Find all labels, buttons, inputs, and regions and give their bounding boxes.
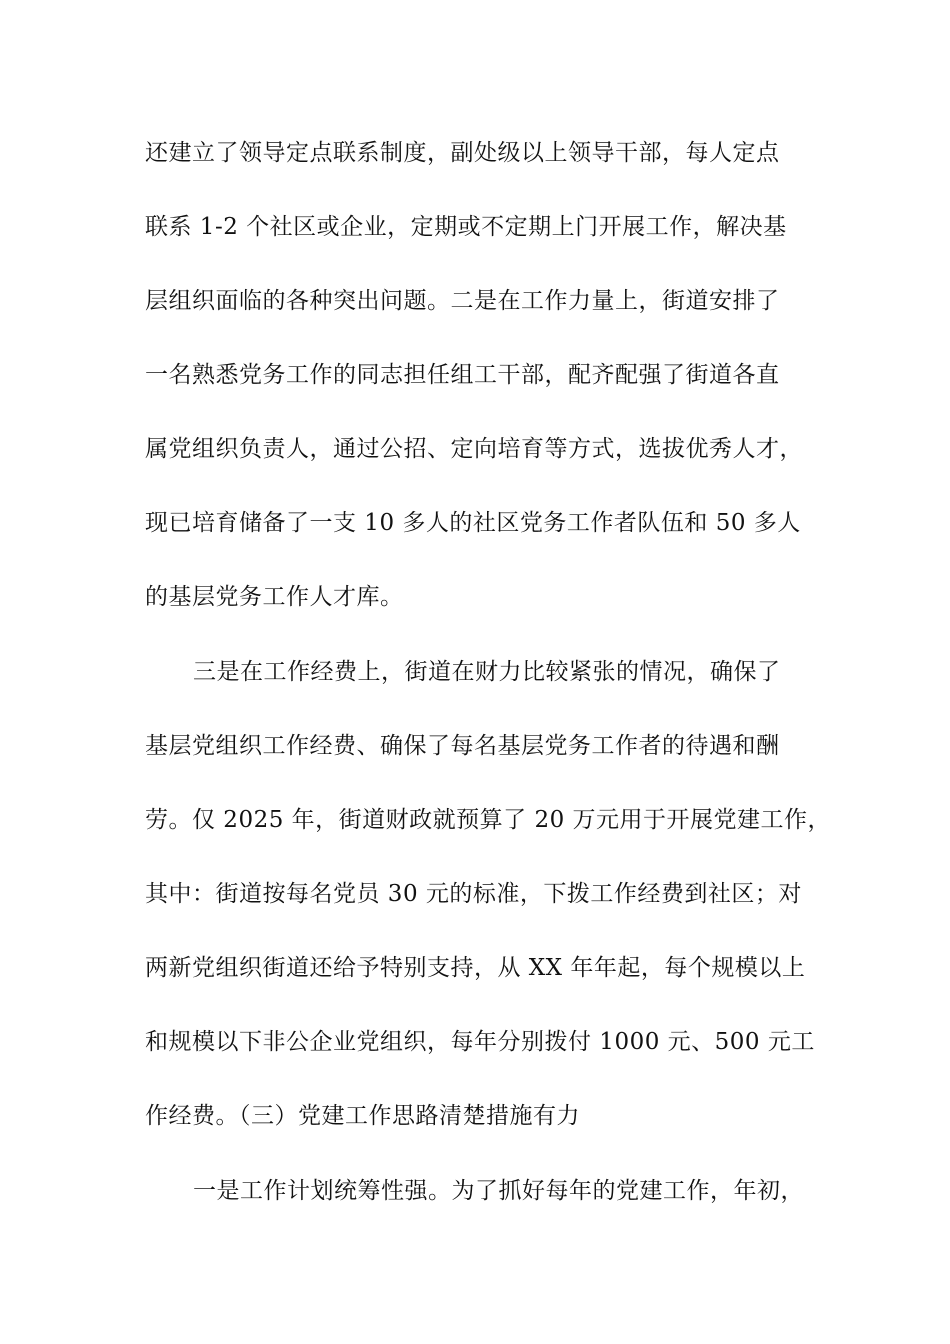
text-line: 还建立了领导定点联系制度，副处级以上领导干部，每人定点 <box>145 140 780 166</box>
paragraph-start-line: 一是工作计划统筹性强。为了抓好每年的党建工作，年初， <box>193 1178 804 1204</box>
text-line: 的基层党务工作人才库。 <box>145 584 404 610</box>
text-line: 和规模以下非公企业党组织，每年分别拨付 1000 元、500 元工 <box>145 1029 815 1055</box>
text-line: 现已培育储备了一支 10 多人的社区党务工作者队伍和 50 多人 <box>145 510 801 536</box>
paragraph-start-line: 三是在工作经费上，街道在财力比较紧张的情况，确保了 <box>193 659 781 685</box>
text-line: 基层党组织工作经费、确保了每名基层党务工作者的待遇和酬 <box>145 733 780 759</box>
text-line: 作经费。（三）党建工作思路清楚措施有力 <box>145 1103 580 1129</box>
text-line: 劳。仅 2025 年，街道财政就预算了 20 万元用于开展党建工作， <box>145 807 832 833</box>
text-line: 层组织面临的各种突出问题。二是在工作力量上，街道安排了 <box>145 288 780 314</box>
text-line: 联系 1-2 个社区或企业，定期或不定期上门开展工作，解决基 <box>145 214 787 240</box>
text-line: 一名熟悉党务工作的同志担任组工干部，配齐配强了街道各直 <box>145 362 780 388</box>
text-line: 其中：街道按每名党员 30 元的标准，下拨工作经费到社区；对 <box>145 881 802 907</box>
text-line: 属党组织负责人，通过公招、定向培育等方式，选拔优秀人才， <box>145 436 803 462</box>
text-line: 两新党组织街道还给予特别支持，从 XX 年年起，每个规模以上 <box>145 955 806 981</box>
